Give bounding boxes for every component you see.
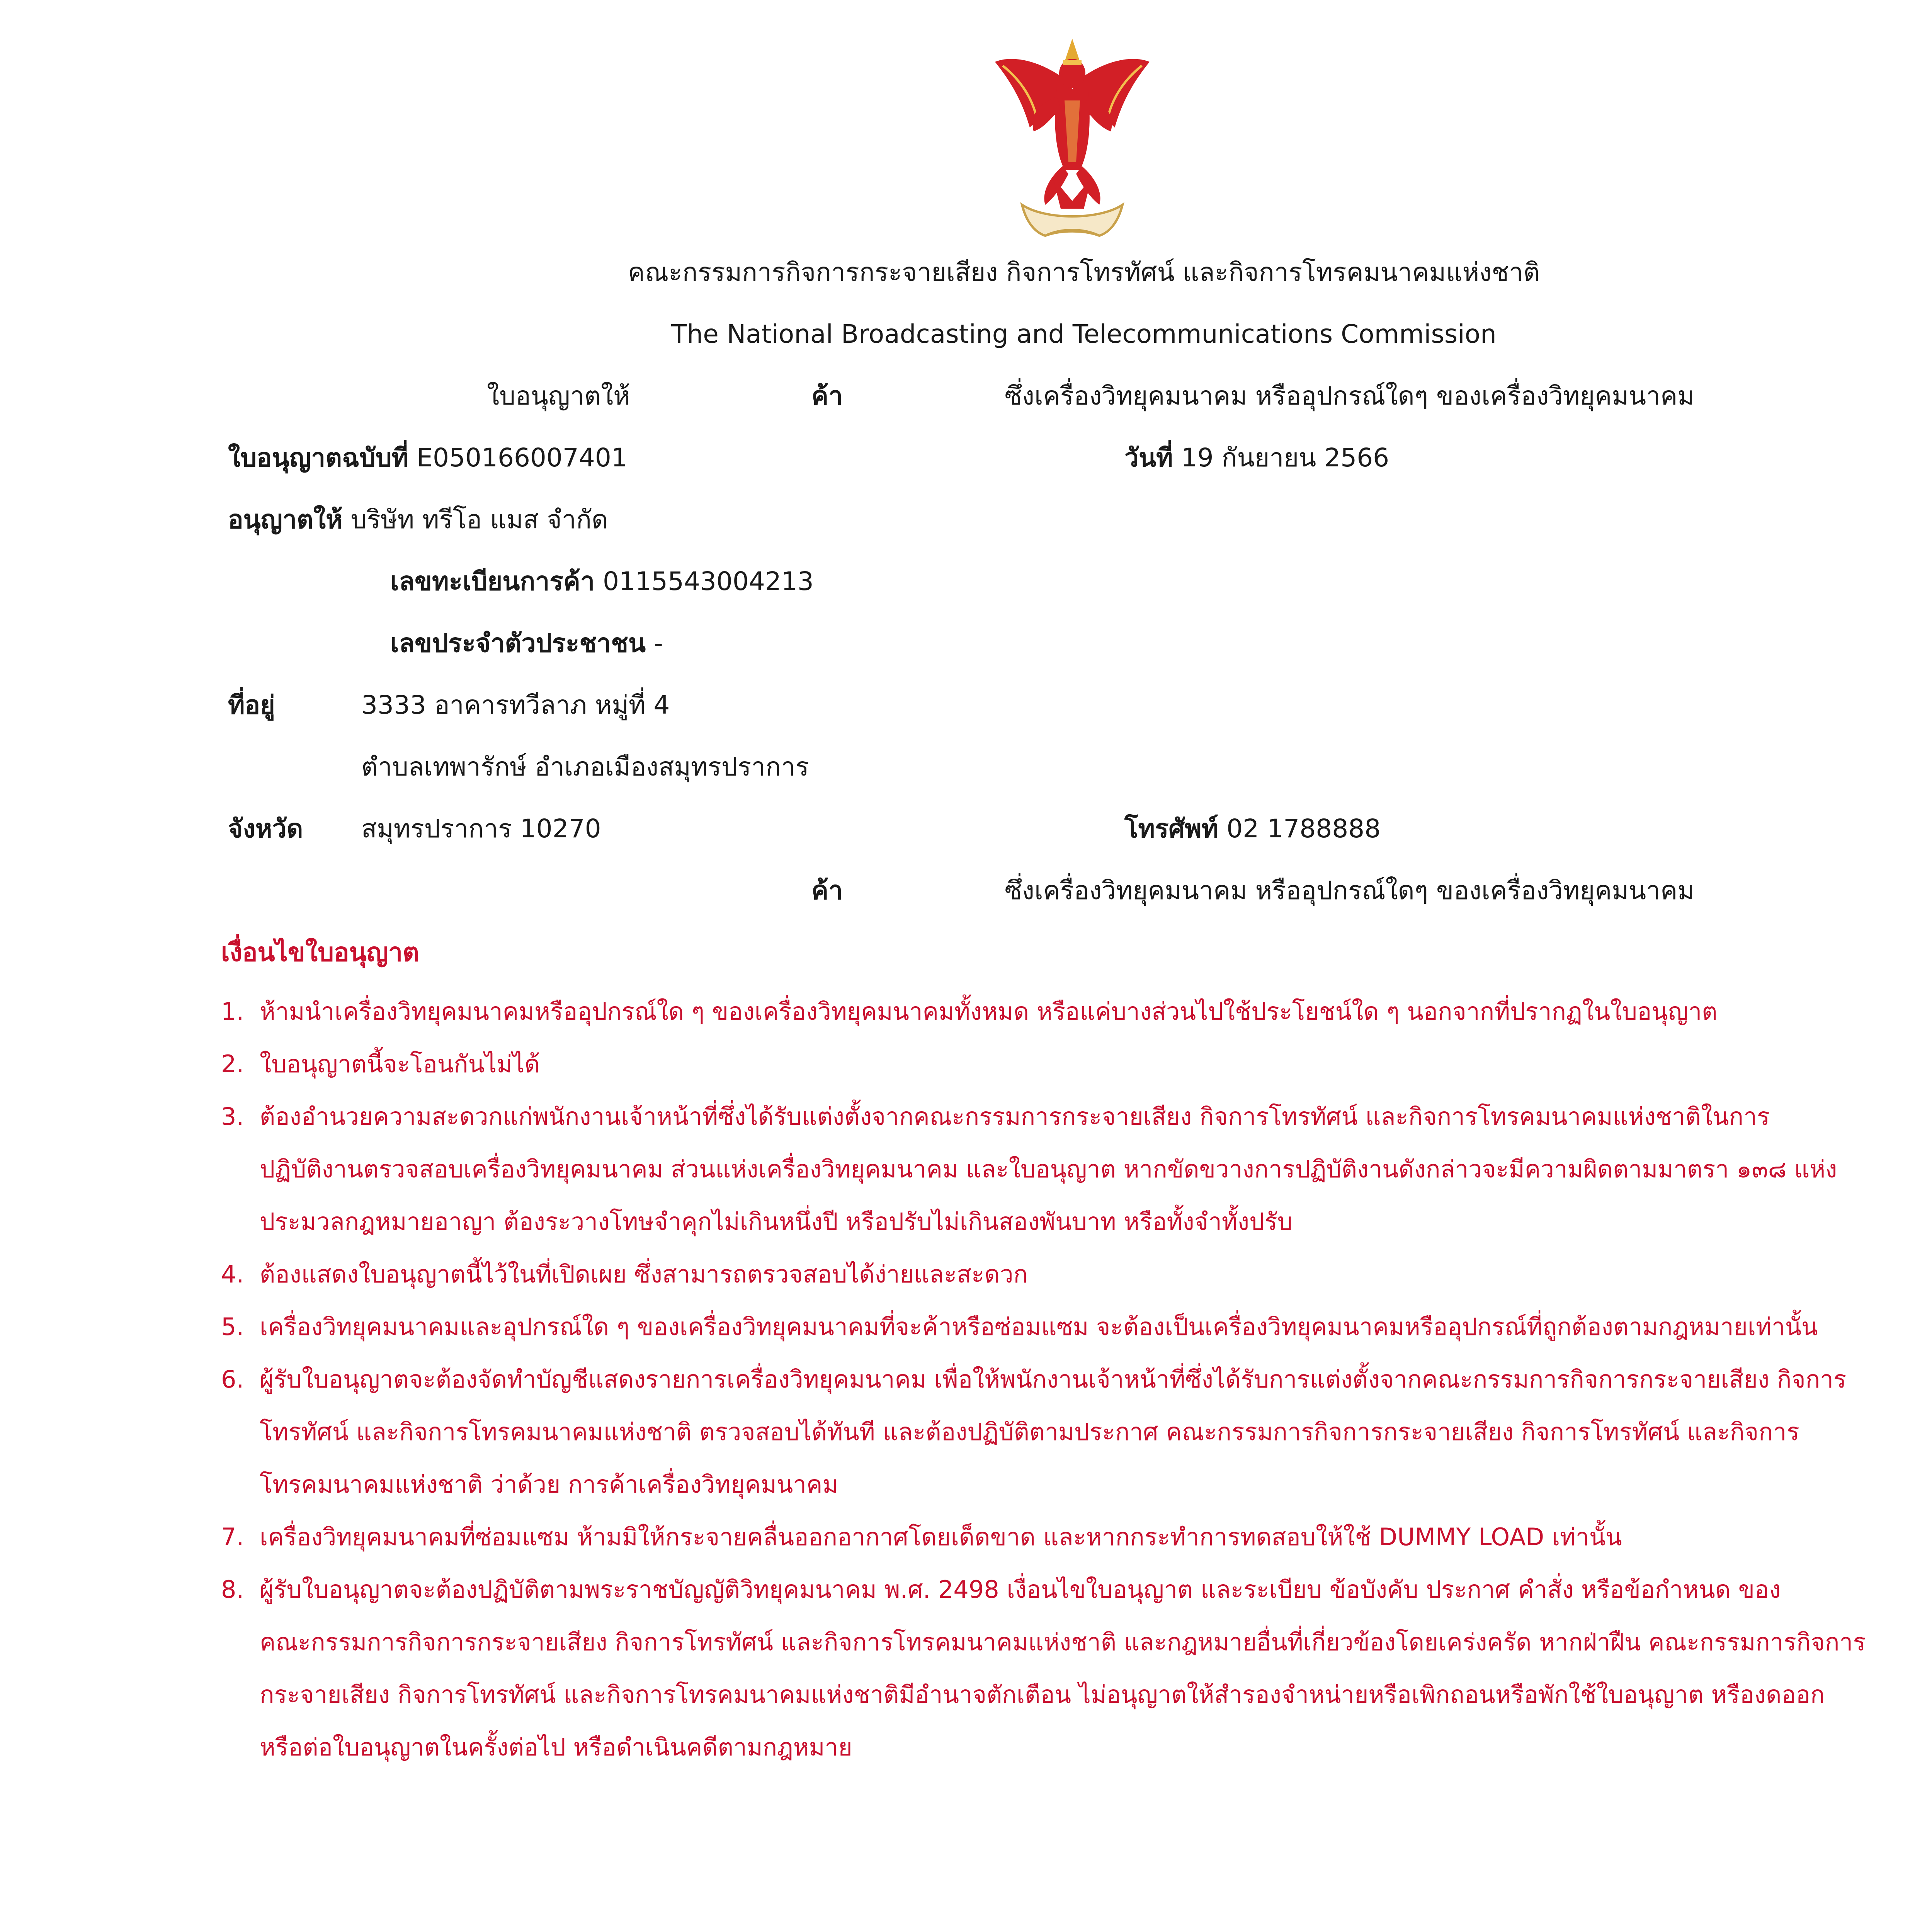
phone-row [1124, 811, 1381, 846]
province-label: จังหวัด [228, 814, 303, 844]
citizen-id-row [390, 626, 663, 661]
phone-label: โทรศัพท์ [1124, 814, 1219, 844]
condition-text: ต้องแสดงใบอนุญาตนี้ไว้ในที่เปิดเผย ซึ่งสามารถตรวจสอบได้ง่ายและสะดวก [260, 1260, 1028, 1288]
citizen-id-label: เลขประจำตัวประชาชน [390, 628, 646, 658]
license-kind-2: ค้า [811, 876, 843, 905]
license-number-label: ใบอนุญาตฉบับที่ [228, 443, 409, 473]
condition-number: 8. [221, 1575, 244, 1604]
condition-number: 7. [221, 1523, 244, 1551]
license-type-desc: ซึ่งเครื่องวิทยุคมนาคม หรืออุปกรณ์ใดๆ ของเครื่องวิทยุคมนาคม [1005, 381, 1694, 411]
condition-text: หรือต่อใบอนุญาตในครั้งต่อไป หรือดำเนินคดีตามกฎหมาย [260, 1733, 852, 1761]
province-value: สมุทรปราการ 10270 [361, 814, 601, 844]
garuda-emblem [987, 39, 1157, 247]
condition-text: คณะกรรมการกิจการกระจายเสียง กิจการโทรทัศน์ และกิจการโทรคมนาคมแห่งชาติ และกฎหมายอื่นที่เกี่ยวข้องโดยเคร่งครัด หากฝ่าฝืน คณะกรรมการกิจการ [260, 1628, 1866, 1656]
condition-number: 2. [221, 1050, 244, 1078]
trade-reg-number: 0115543004213 [602, 566, 814, 596]
license-desc-2: ซึ่งเครื่องวิทยุคมนาคม หรืออุปกรณ์ใดๆ ของเครื่องวิทยุคมนาคม [1005, 876, 1694, 905]
org-name-th: คณะกรรมการกิจการกระจายเสียง กิจการโทรทัศน์ และกิจการโทรคมนาคมแห่งชาติ [628, 257, 1540, 287]
license-date-label: วันที่ [1124, 443, 1173, 473]
trade-reg-label: เลขทะเบียนการค้า [390, 566, 595, 596]
condition-item [221, 1090, 1929, 1248]
condition-item [221, 1353, 1929, 1511]
condition-text: ผู้รับใบอนุญาตจะต้องจัดทำบัญชีแสดงรายการเครื่องวิทยุคมนาคม เพื่อให้พนักงานเจ้าหน้าที่ซึ่งได้รับการแต่งตั้งจากคณะกรรมการกิจการกระจายเสียง กิจการ [260, 1365, 1847, 1393]
condition-text: เครื่องวิทยุคมนาคมและอุปกรณ์ใด ๆ ของเครื่องวิทยุคมนาคมที่จะค้าหรือซ่อมแซม จะต้องเป็นเครื่องวิทยุคมนาคมหรืออุปกรณ์ที่ถูกต้องตามกฎหมายเท่านั้น [260, 1313, 1818, 1341]
condition-text: ใบอนุญาตนี้จะโอนกันไม่ได้ [260, 1050, 540, 1078]
licensee-label: อนุญาตให้ [228, 505, 343, 534]
condition-number: 5. [221, 1313, 244, 1341]
citizen-id: - [654, 628, 663, 658]
address-line1: 3333 อาคารทวีลาภ หมู่ที่ 4 [361, 690, 670, 720]
license-type-kind: ค้า [811, 381, 843, 411]
license-number: E050166007401 [417, 443, 628, 473]
condition-text: เครื่องวิทยุคมนาคมที่ซ่อมแซม ห้ามมิให้กระจายคลื่นออกอากาศโดยเด็ดขาด และหากกระทำการทดสอบให้ใช้ DUMMY LOAD เท่านั้น [260, 1523, 1622, 1551]
condition-text: ห้ามนำเครื่องวิทยุคมนาคมหรืออุปกรณ์ใด ๆ ของเครื่องวิทยุคมนาคมทั้งหมด หรือแค่บางส่วนไปใช้ประโยชน์ใด ๆ นอกจากที่ปรากฏในใบอนุญาต [260, 997, 1718, 1026]
condition-number: 1. [221, 997, 244, 1026]
condition-text: ปฏิบัติงานตรวจสอบเครื่องวิทยุคมนาคม ส่วนแห่งเครื่องวิทยุคมนาคม และใบอนุญาต หากขัดขวางการปฏิบัติงานดังกล่าวจะมีความผิดตามมาตรา ๑๓๘ แห่ง [260, 1155, 1837, 1183]
condition-number: 3. [221, 1102, 244, 1131]
condition-text: โทรทัศน์ และกิจการโทรคมนาคมแห่งชาติ ตรวจสอบได้ทันที และต้องปฏิบัติตามประกาศ คณะกรรมการกิจการกระจายเสียง กิจการโทรทัศน์ และกิจการ [260, 1418, 1799, 1446]
org-name-en: The National Broadcasting and Telecommunications Commission [671, 319, 1497, 349]
condition-item [221, 1511, 1929, 1563]
address-label: ที่อยู่ [228, 690, 275, 720]
condition-text: ต้องอำนวยความสะดวกแก่พนักงานเจ้าหน้าที่ซึ่งได้รับแต่งตั้งจากคณะกรรมการกระจายเสียง กิจการโทรทัศน์ และกิจการโทรคมนาคมแห่งชาติในการ [260, 1102, 1770, 1131]
condition-text: ประมวลกฎหมายอาญา ต้องระวางโทษจำคุกไม่เกินหนึ่งปี หรือปรับไม่เกินสองพันบาท หรือทั้งจำทั้งปรับ [260, 1208, 1293, 1236]
condition-item [221, 985, 1929, 1038]
trade-reg-row [390, 564, 814, 599]
license-type-prefix: ใบอนุญาตให้ [487, 381, 630, 411]
address-line2: ตำบลเทพารักษ์ อำเภอเมืองสมุทรปราการ [361, 752, 809, 782]
condition-text: โทรคมนาคมแห่งชาติ ว่าด้วย การค้าเครื่องวิทยุคมนาคม [260, 1470, 838, 1498]
licensee-name: บริษัท ทรีโอ แมส จำกัด [350, 505, 608, 534]
license-date: 19 กันยายน 2566 [1181, 443, 1389, 473]
license-number-row [228, 440, 628, 475]
phone-number: 02 1788888 [1226, 814, 1381, 844]
license-date-row [1124, 440, 1389, 475]
condition-item [221, 1301, 1929, 1353]
condition-item [221, 1038, 1929, 1090]
condition-item [221, 1563, 1929, 1774]
condition-number: 4. [221, 1260, 244, 1288]
condition-text: ผู้รับใบอนุญาตจะต้องปฏิบัติตามพระราชบัญญัติวิทยุคมนาคม พ.ศ. 2498 เงื่อนไขใบอนุญาต และระเบียบ ข้อบังคับ ประกาศ คำสั่ง หรือข้อกำหนด ของ [260, 1575, 1781, 1604]
condition-number: 6. [221, 1365, 244, 1393]
condition-item [221, 1248, 1929, 1301]
condition-text: กระจายเสียง กิจการโทรทัศน์ และกิจการโทรคมนาคมแห่งชาติมีอำนาจตักเตือน ไม่อนุญาตให้สำรองจำหน่ายหรือเพิกถอนหรือพักใช้ใบอนุญาต หรืองดออก [260, 1680, 1825, 1709]
conditions-title: เงื่อนไขใบอนุญาต [221, 937, 419, 967]
licensee-row [228, 502, 608, 537]
